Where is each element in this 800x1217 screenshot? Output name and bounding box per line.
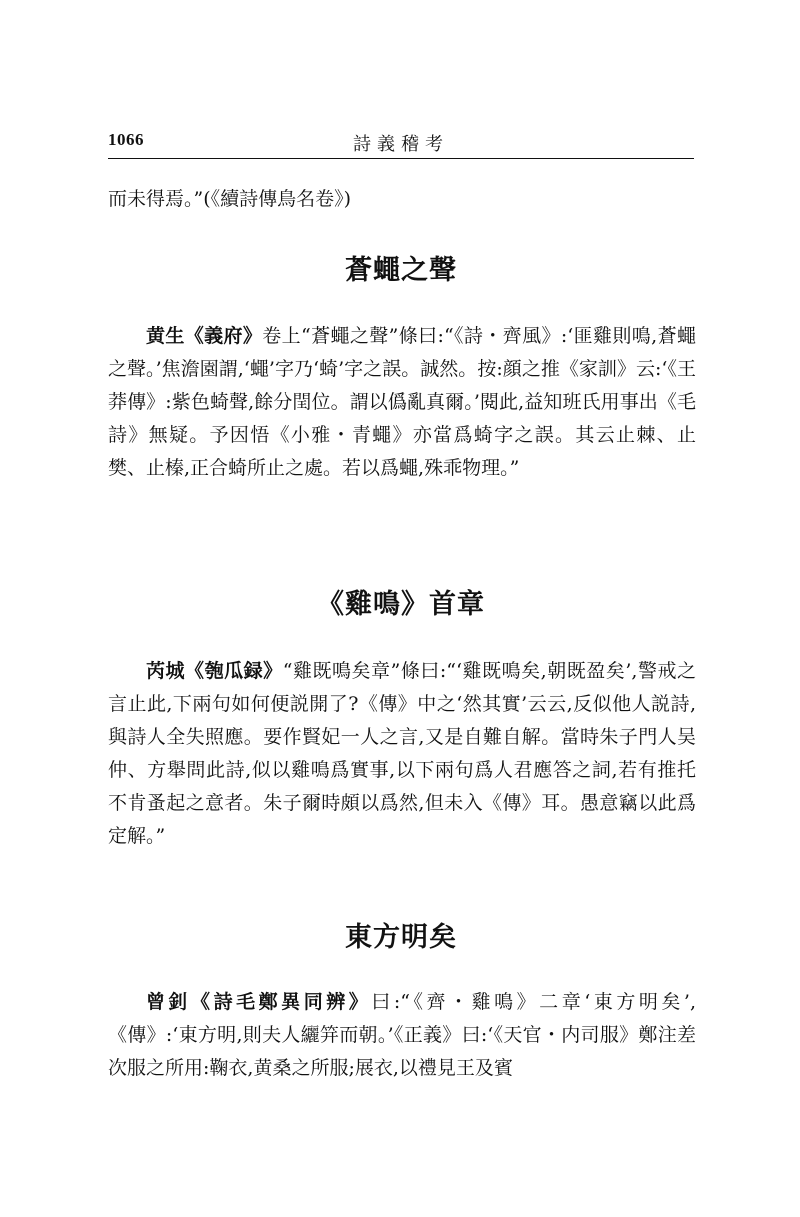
cited-author: 曾釗《詩毛鄭異同辨》 [146, 991, 372, 1013]
section-heading: 《雞鳴》首章 [317, 589, 485, 620]
section-heading: 蒼蠅之聲 [345, 255, 457, 286]
paragraph-body: “雞既鳴矣章”條曰:“‘雞既鳴矣,朝既盈矣’,警戒之言止此,下兩句如何便説開了?《傳》中之‘然其實’云云,反似他人説詩,與詩人全失照應。要作賢妃一人之言,又是自難自解。當時朱子門人吴仲、方舉問此詩,似以雞鳴爲實事,以下兩句爲人君應答之詞,若有推托不肯蚤起之意者。朱子爾時頗以爲然,但未入《傳》耳。愚意竊以此爲定解。” [108, 660, 696, 847]
cited-author: 芮城《匏瓜録》 [146, 660, 283, 682]
header-rule [108, 158, 694, 159]
cited-author: 黄生《義府》 [146, 325, 263, 347]
continuation-text: 而未得焉。”(《續詩傳鳥名卷》) [108, 188, 352, 210]
section-heading: 東方明矣 [345, 922, 457, 953]
running-title: 詩義稽考 [353, 134, 449, 155]
paragraph-body: 卷上“蒼蠅之聲”條曰:“《詩・齊風》:‘匪雞則鳴,蒼蠅之聲。’焦澹園謂,‘蠅’字乃‘䗁’字之誤。誠然。按:顔之推《家訓》云:‘《王莽傳》:紫色䗁聲,餘分閏位。謂以僞亂真爾。’閱此,益知班氏用事出《毛詩》無疑。予因悟《小雅・青蠅》亦當爲䗁字之誤。其云止棘、止樊、止榛,正合䗁所止之處。若以爲蠅,殊乖物理。” [108, 325, 696, 479]
section-paragraph [108, 986, 696, 1085]
page-number: 1066 [108, 130, 144, 149]
page-header [108, 130, 694, 160]
section-paragraph [108, 655, 696, 853]
section-paragraph [108, 320, 696, 485]
paragraph-body: 曰:“《齊・雞鳴》二章‘東方明矣’,《傳》:‘東方明,則夫人纚笄而朝。’《正義》曰:‘《天官・内司服》鄭注差次服之所用:鞠衣,黄桑之所服;展衣,以禮見王及賓 [108, 991, 696, 1079]
